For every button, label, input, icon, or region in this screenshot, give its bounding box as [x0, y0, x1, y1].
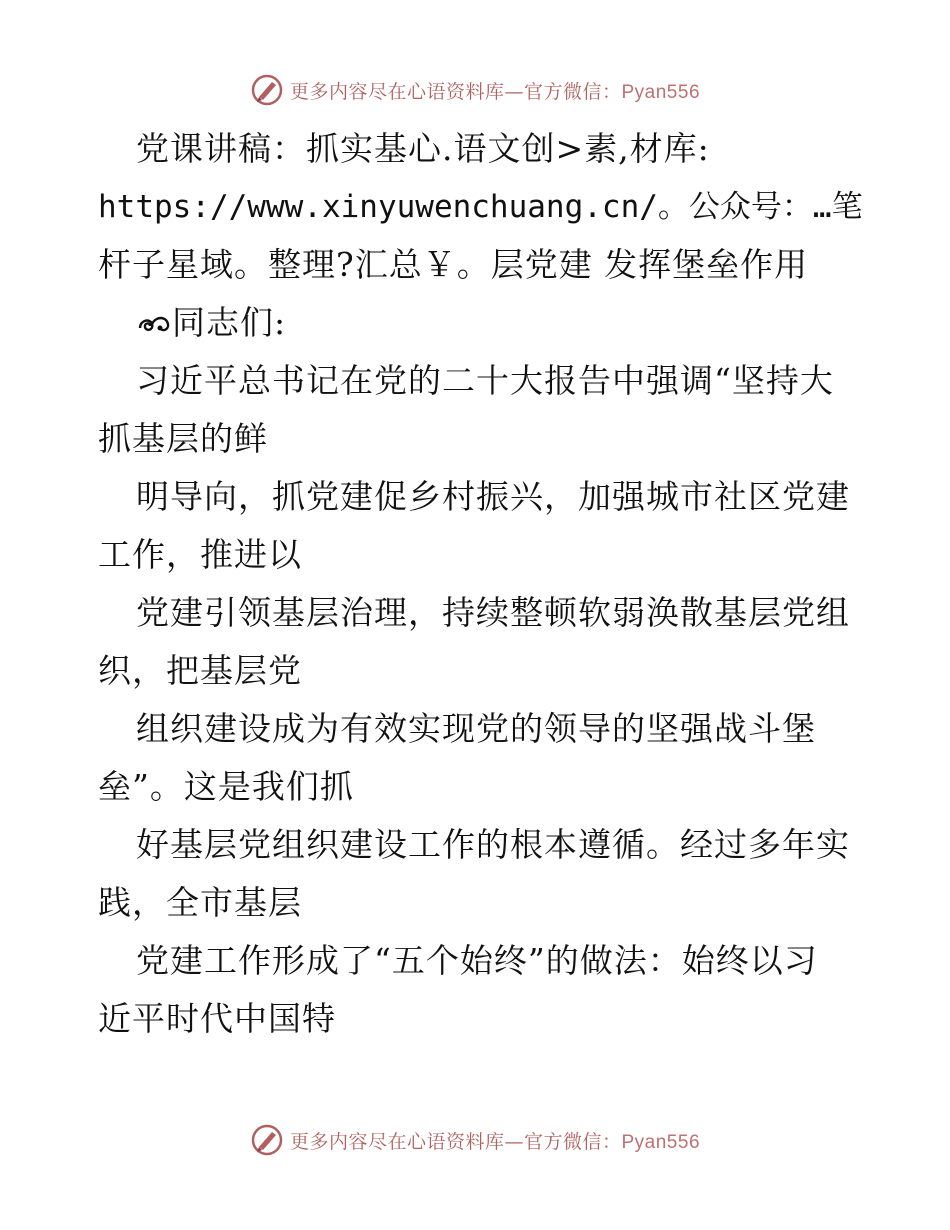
pen-logo-icon [250, 1123, 284, 1157]
doc-line-8: 工作，推进以 [98, 535, 302, 574]
watermark-text [290, 77, 700, 104]
doc-line-9: 党建引领基层治理，持续整顿软弱涣散基层党组 [136, 593, 850, 632]
doc-line-6: 抓基层的鲜 [98, 419, 268, 458]
doc-line-12: 垒”。这是我们抓 [98, 767, 354, 806]
doc-line-15: 党建工作形成了“五个始终”的做法：始终以习 [136, 941, 818, 980]
watermark-text [290, 1127, 700, 1154]
watermark-text-cn: 更多内容尽在心语资料库—官方微信： [289, 80, 622, 103]
watermark-text-cn: 更多内容尽在心语资料库—官方微信： [289, 1130, 622, 1153]
header-watermark [0, 70, 950, 110]
doc-line-10: 织，把基层党 [98, 651, 302, 690]
doc-line-11: 组织建设成为有效实现党的领导的坚强战斗堡 [136, 709, 816, 748]
doc-line-14: 践，全市基层 [98, 883, 302, 922]
doc-line-3: 杆子星域。整理?汇总￥。层党建 发挥堡垒作用 [98, 245, 809, 284]
watermark-wechat-id: Pyan556 [621, 81, 701, 103]
doc-line-16: 近平时代中国特 [98, 999, 336, 1038]
doc-line-5: 习近平总书记在党的二十大报告中强调“坚持大 [136, 361, 834, 400]
doc-line-13: 好基层党组织建设工作的根本遵循。经过多年实 [136, 825, 850, 864]
doc-line-2: https://www.xinyuwenchuang.cn/。公众号：…笔 [98, 189, 863, 225]
footer-watermark [0, 1120, 950, 1160]
document-body [98, 120, 863, 1048]
watermark-wechat-id: Pyan556 [621, 1131, 701, 1153]
doc-line-7: 明导向，抓党建促乡村振兴，加强城市社区党建 [136, 477, 850, 516]
doc-line-4 [98, 294, 858, 352]
doc-line-1: 党课讲稿：抓实基心.语文创>素,材库: [136, 129, 710, 168]
doc-line-4-text: 同志们: [172, 303, 287, 342]
pen-logo-icon [250, 73, 284, 107]
ornament-swirl-icon [136, 308, 172, 338]
